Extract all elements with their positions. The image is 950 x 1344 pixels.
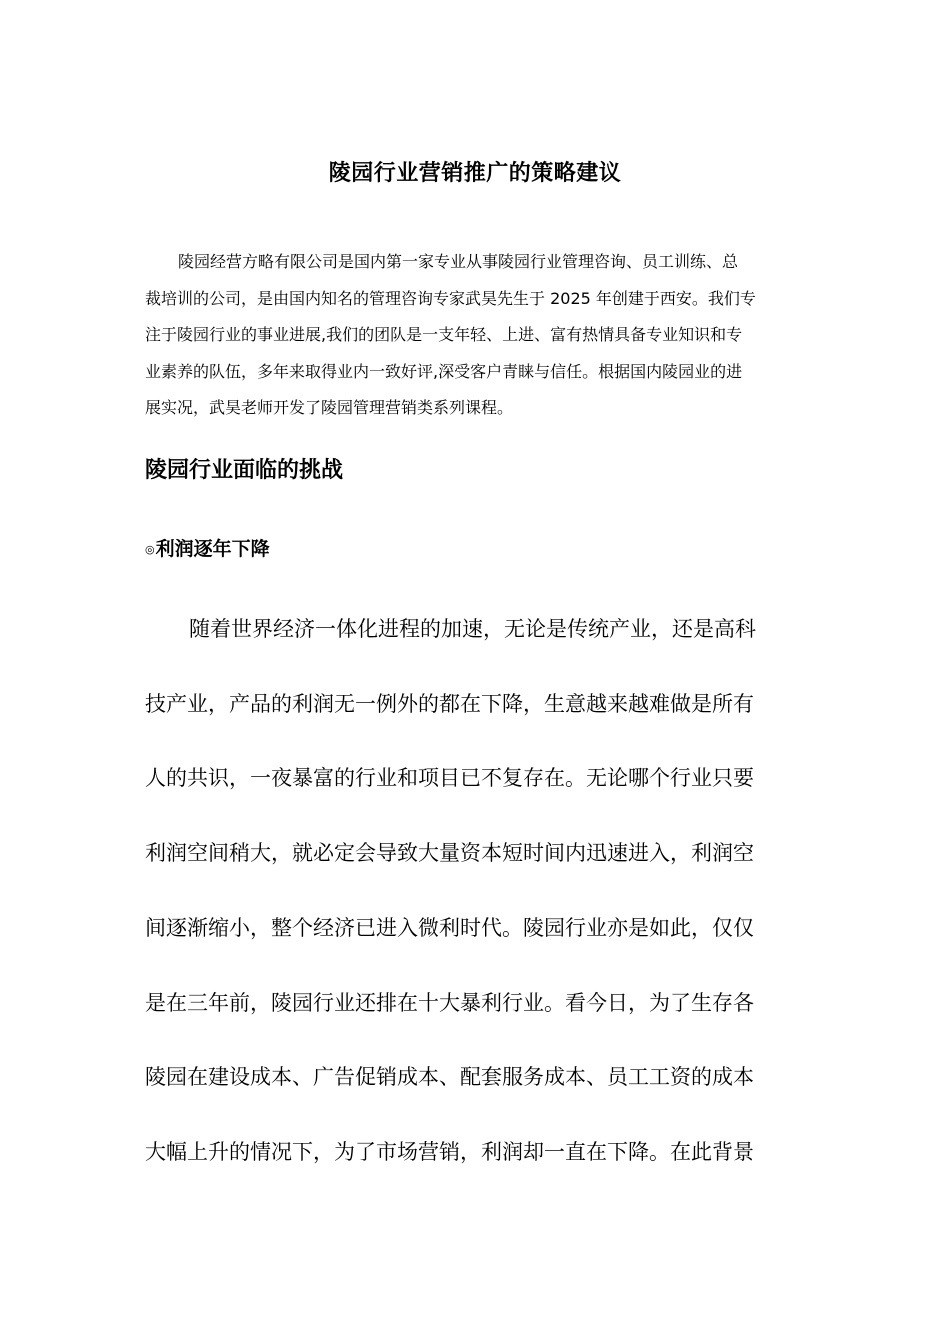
sub-heading	[145, 534, 270, 565]
body-line: 技产业，产品的利润无一例外的都在下降，生意越来越难做是所有	[145, 691, 754, 716]
sub-heading-text: 利润逐年下降	[155, 538, 270, 560]
body-line: 大幅上升的情况下，为了市场营销，利润却一直在下降。在此背景	[145, 1139, 754, 1164]
body-paragraph	[145, 592, 805, 1190]
body-line: 陵园在建设成本、广告促销成本、配套服务成本、员工工资的成本	[145, 1065, 754, 1090]
intro-line: 业素养的队伍，多年来取得业内一致好评,深受客户青睐与信任。根据国内陵园业的进	[145, 361, 743, 381]
page-title: 陵园行业营销推广的策略建议	[328, 161, 622, 186]
intro-line: 裁培训的公司，是由国内知名的管理咨询专家武昊先生于 2025 年创建于西安。我们专	[145, 288, 756, 308]
body-line: 随着世界经济一体化进程的加速，无论是传统产业，还是高科	[189, 617, 756, 641]
section-heading: 陵园行业面临的挑战	[145, 458, 344, 483]
intro-line: 陵园经营方略有限公司是国内第一家专业从事陵园行业管理咨询、员工训练、总	[178, 252, 739, 271]
intro-line: 注于陵园行业的事业进展,我们的团队是一支年轻、上进、富有热情具备专业知识和专	[145, 325, 743, 344]
body-line: 人的共识，一夜暴富的行业和项目已不复存在。无论哪个行业只要	[145, 766, 754, 791]
bullet-icon: ◎	[145, 542, 155, 556]
body-line: 是在三年前，陵园行业还排在十大暴利行业。看今日，为了生存各	[145, 990, 754, 1015]
body-line: 利润空间稍大，就必定会导致大量资本短时间内迅速进入，利润空	[145, 841, 754, 866]
body-line: 间逐渐缩小，整个经济已进入微利时代。陵园行业亦是如此，仅仅	[145, 915, 754, 940]
intro-line: 展实况，武昊老师开发了陵园管理营销类系列课程。	[145, 398, 514, 417]
intro-paragraph	[145, 244, 805, 427]
